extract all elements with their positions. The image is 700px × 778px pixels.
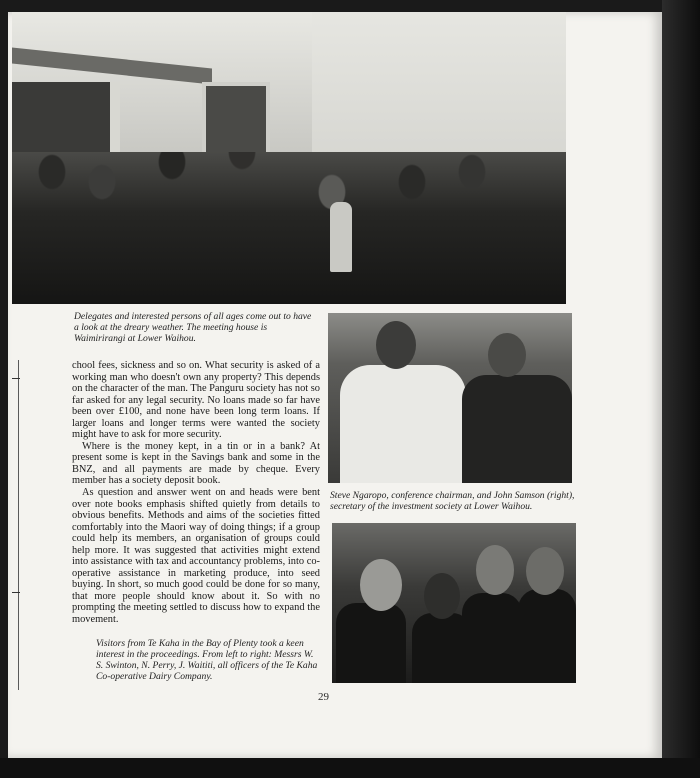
- photo-figure-head: [424, 573, 460, 619]
- article-body: [72, 360, 320, 626]
- photo-man-white-shirt: [340, 365, 466, 483]
- photo-figure-light-dress: [330, 202, 352, 272]
- photo-figure-head: [526, 547, 564, 595]
- margin-mark: [12, 378, 20, 379]
- photo-man-dark-jacket: [462, 375, 572, 483]
- photo-window: [202, 82, 270, 160]
- body-paragraph: chool fees, sickness and so on. What security is asked of a working man who doesn't own any property? This depends on the character of the man. The Panguru society has not so far asked for any legal security. No loans made so far have been over £100, and none have been long term loans. If larger loans and longer terms were wanted the society might have to ask for more security.: [72, 360, 320, 441]
- photo-figure: [336, 603, 406, 683]
- photo-figure-head: [476, 545, 514, 595]
- caption-photo1: Delegates and interested persons of all ages come out to have a look at the dreary weather. The meeting house is Waimirirangi at Lower Waihou.: [74, 311, 312, 344]
- photo-two-men: [328, 313, 572, 483]
- body-paragraph: As question and answer went on and heads were bent over note books emphasis shifted quietly from details to obvious benefits. Methods and aims of the societies fitted comfortably into the Maori way of doing things; if a group could help its members, an organisation of groups could help more. It was suggested that activities might extend into assistance with tax and accountancy problems, into co-operative assistance in marketing produce, into seed buying. In short, so much good could be done for so many, that more people should know about it. So with no prompting the meeting settled to discuss how to expand the movement.: [72, 487, 320, 626]
- photo-figure-head: [360, 559, 402, 611]
- margin-mark: [12, 592, 20, 593]
- photo-figure: [518, 589, 576, 683]
- scan-edge-right: [662, 0, 700, 778]
- binding-margin-line: [18, 360, 19, 690]
- photo-crowd-meeting-house: [12, 12, 566, 304]
- photo-figure: [462, 593, 522, 683]
- photo-man-head: [488, 333, 526, 377]
- caption-photo2: Steve Ngaropo, conference chairman, and John Samson (right), secretary of the investment society at Lower Waihou.: [330, 490, 575, 512]
- page-number: 29: [318, 691, 329, 703]
- body-paragraph: Where is the money kept, in a tin or in a bank? At present some is kept in the Savings bank and some in the BNZ, and all payments are made by cheque. Every member has a society deposit book.: [72, 440, 320, 487]
- caption-photo3: Visitors from Te Kaha in the Bay of Plenty took a keen interest in the proceedings. From left to right: Messrs W. S. Swinton, N. Perry, J. Waititi, all officers of the Te Kaha Co-operative Dairy Company.: [96, 638, 318, 682]
- photo-visitors: [332, 523, 576, 683]
- scan-edge-bottom: [0, 758, 700, 778]
- photo-crowd: [12, 152, 566, 304]
- photo-man-head: [376, 321, 416, 369]
